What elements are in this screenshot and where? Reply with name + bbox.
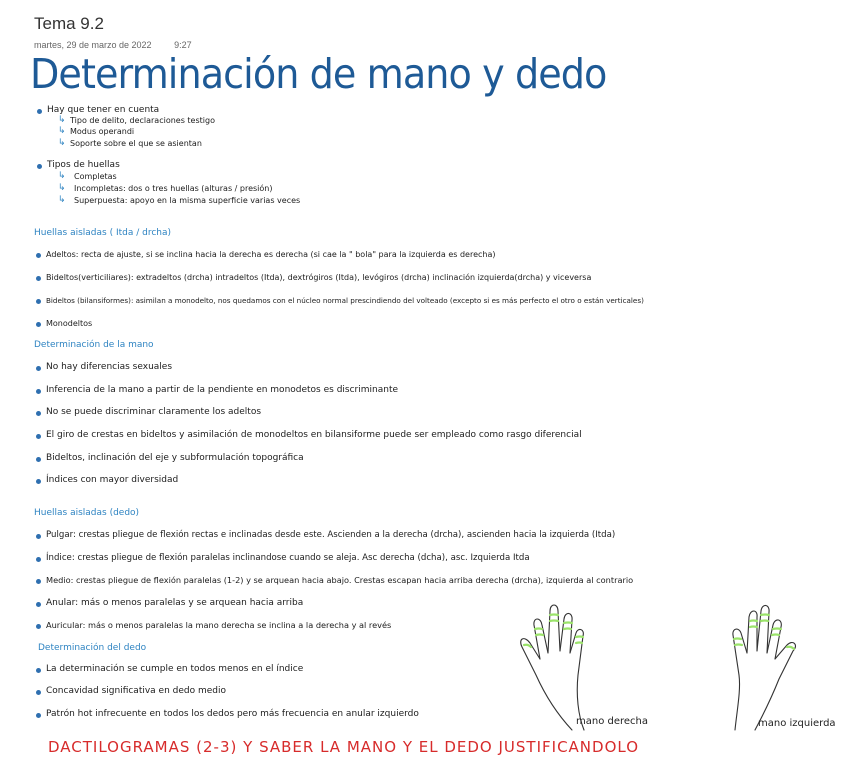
intro-subitem: Incompletas: dos o tres huellas (alturas / presión) bbox=[74, 184, 273, 193]
section-item: Bideltos, inclinación del eje y subformulación topográfica bbox=[46, 453, 304, 463]
bullet-dot bbox=[36, 253, 41, 258]
arrow-icon: ↳ bbox=[58, 138, 66, 148]
section-item: Índice: crestas pliegue de flexión paralelas inclinandose cuando se aleja. Asc derecha (dcha), asc. Izquierda Itda bbox=[46, 553, 530, 563]
right-hand-drawing bbox=[500, 595, 650, 735]
intro-subitem: Superpuesta: apoyo en la misma superficie varias veces bbox=[74, 196, 301, 205]
section-title: Huellas aisladas ( Itda / drcha) bbox=[34, 228, 172, 238]
bullet-dot bbox=[36, 579, 41, 584]
section-item: Medio: crestas pliegue de flexión paralelas (1-2) y se arquean hacia abajo. Crestas escapan hacia arriba derecha (drcha), izquierda al contrario bbox=[46, 575, 634, 585]
left-hand-drawing bbox=[675, 595, 825, 735]
section-item: Auricular: más o menos paralelas la mano derecha se inclina a la derecha y al revés bbox=[46, 620, 392, 630]
bullet-dot bbox=[36, 602, 41, 607]
section-title: Huellas aisladas (dedo) bbox=[34, 508, 140, 518]
arrow-icon: ↳ bbox=[58, 183, 66, 193]
intro-subitem: Completas bbox=[74, 172, 117, 181]
note-heading: Determinación de mano y dedo bbox=[30, 50, 607, 98]
bullet-dot bbox=[36, 668, 41, 673]
bullet-dot bbox=[36, 690, 41, 695]
section-item: Bideltos (bilansiformes): asimilan a monodelto, nos quedamos con el núcleo normal prescindiendo del volteado (excepto si es más perfecto el otro o están verticales) bbox=[46, 296, 644, 305]
intro-subitem: Modus operandi bbox=[70, 127, 135, 136]
bullet-dot bbox=[36, 457, 41, 462]
intro-subitem: Soporte sobre el que se asientan bbox=[70, 139, 202, 148]
arrow-icon: ↳ bbox=[58, 171, 66, 181]
intro-item: Hay que tener en cuenta bbox=[47, 105, 160, 115]
bullet-dot bbox=[36, 276, 41, 281]
bullet-dot bbox=[36, 479, 41, 484]
section-title: Determinación del dedo bbox=[38, 643, 147, 653]
bullet-dot bbox=[37, 164, 42, 169]
intro-subitem: Tipo de delito, declaraciones testigo bbox=[70, 116, 215, 125]
section-item: Bideltos(verticiliares): extradeltos (drcha) intradeltos (Itda), dextrógiros (Itda), levógiros (drcha) inclinación izquierda(drcha) y viceversa bbox=[46, 273, 592, 282]
section-item: Patrón hot infrecuente en todos los dedos pero más frecuencia en anular izquierdo bbox=[46, 709, 419, 719]
arrow-icon: ↳ bbox=[58, 195, 66, 205]
section-item: No hay diferencias sexuales bbox=[46, 362, 173, 372]
intro-item: Tipos de huellas bbox=[47, 160, 120, 170]
section-title: Determinación de la mano bbox=[34, 340, 154, 350]
right-hand-label: mano derecha bbox=[576, 716, 649, 727]
section-item: No se puede discriminar claramente los adeltos bbox=[46, 407, 262, 417]
bullet-dot bbox=[36, 713, 41, 718]
bullet-dot bbox=[37, 109, 42, 114]
page-title: Tema 9.2 bbox=[34, 14, 104, 33]
arrow-icon: ↳ bbox=[58, 115, 66, 125]
bullet-dot bbox=[36, 434, 41, 439]
section-item: Concavidad significativa en dedo medio bbox=[46, 686, 227, 696]
bullet-dot bbox=[36, 534, 41, 539]
section-item: La determinación se cumple en todos menos en el índice bbox=[46, 664, 304, 674]
section-item: Pulgar: crestas pliegue de flexión rectas e inclinadas desde este. Ascienden a la derecha (drcha), ascienden hacia la izquierda (Itda) bbox=[46, 530, 616, 540]
footer-note: DACTILOGRAMAS (2-3) Y SABER LA MANO Y EL DEDO JUSTIFICANDOLO bbox=[48, 738, 640, 756]
bullet-dot bbox=[36, 366, 41, 371]
bullet-dot bbox=[36, 389, 41, 394]
section-item: Índices con mayor diversidad bbox=[46, 475, 179, 485]
bullet-dot bbox=[36, 624, 41, 629]
bullet-dot bbox=[36, 299, 41, 304]
note-time: 9:27 bbox=[174, 40, 192, 50]
note-meta bbox=[34, 40, 212, 50]
arrow-icon: ↳ bbox=[58, 126, 66, 136]
section-item: Anular: más o menos paralelas y se arquean hacia arriba bbox=[46, 598, 304, 608]
section-item: El giro de crestas en bideltos y asimilación de monodeltos en bilansiforme puede ser empleado como rasgo diferencial bbox=[46, 430, 582, 440]
section-item: Monodeltos bbox=[46, 319, 93, 328]
left-hand-label: mano izquierda bbox=[758, 718, 836, 729]
section-item: Inferencia de la mano a partir de la pendiente en monodetos es discriminante bbox=[46, 385, 399, 395]
bullet-dot bbox=[36, 322, 41, 327]
note-date: martes, 29 de marzo de 2022 bbox=[34, 40, 152, 50]
section-item: Adeltos: recta de ajuste, si se inclina hacia la derecha es derecha (si cae la " bola" para la izquierda es derecha) bbox=[46, 250, 496, 259]
bullet-dot bbox=[36, 557, 41, 562]
bullet-dot bbox=[36, 411, 41, 416]
